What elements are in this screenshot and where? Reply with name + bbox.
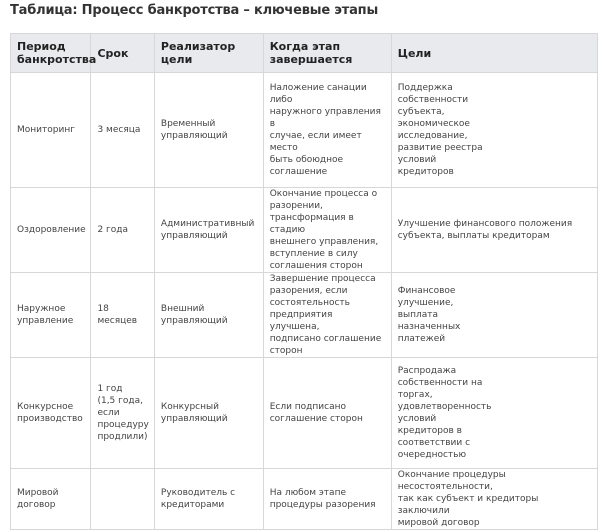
table-row [11, 273, 598, 358]
cell-term: 1 год (1,5 года, если процедуру продлили) [91, 358, 154, 469]
table-row [11, 469, 598, 530]
header-period: Период банкротства [11, 34, 91, 73]
cell-term: 3 месяца [91, 73, 154, 188]
cell-period: Наружное управление [11, 273, 91, 358]
header-ends: Когда этап завершается [263, 34, 391, 73]
bankruptcy-stages-table [10, 33, 598, 530]
cell-ends: Наложение санации либо наружного управления в случае, если имеет место быть обоюдное соглашение [263, 73, 391, 188]
table-row [11, 358, 598, 469]
cell-period: Мировой договор [11, 469, 91, 530]
page-title: Таблица: Процесс банкротства – ключевые этапы [10, 3, 379, 18]
cell-period: Мониторинг [11, 73, 91, 188]
header-implementer: Реализатор цели [154, 34, 263, 73]
table-header-row [11, 34, 598, 73]
cell-implementer: Конкурсный управляющий [154, 358, 263, 469]
cell-period: Конкурсное производство [11, 358, 91, 469]
cell-ends: Завершение процесса разорения, если состоятельность предприятия улучшена, подписано соглашение сторон [263, 273, 391, 358]
cell-goals: Распродажа собственности на торгах, удовлетворенность условий кредиторов в соответствии с очередностью [391, 358, 597, 469]
header-goals: Цели [391, 34, 597, 73]
cell-ends: На любом этапе процедуры разорения [263, 469, 391, 530]
cell-implementer: Внешний управляющий [154, 273, 263, 358]
table-row [11, 73, 598, 188]
cell-period: Оздоровление [11, 188, 91, 273]
cell-goals: Поддержка собственности субъекта, экономическое исследование, развитие реестра условий кредиторов [391, 73, 597, 188]
cell-ends: Если подписано соглашение сторон [263, 358, 391, 469]
cell-goals: Финансовое улучшение, выплата назначенных платежей [391, 273, 597, 358]
cell-implementer: Временный управляющий [154, 73, 263, 188]
cell-implementer: Административный управляющий [154, 188, 263, 273]
header-term: Срок [91, 34, 154, 73]
cell-ends: Окончание процесса о разорении, трансформация в стадию внешнего управления, вступление в силу соглашения сторон [263, 188, 391, 273]
cell-term: 18 месяцев [91, 273, 154, 358]
cell-implementer: Руководитель с кредиторами [154, 469, 263, 530]
cell-goals: Улучшение финансового положения субъекта, выплаты кредиторам [391, 188, 597, 273]
cell-goals: Окончание процедуры несостоятельности, так как субъект и кредиторы заключили мировой договор [391, 469, 597, 530]
table-row [11, 188, 598, 273]
cell-term: 2 года [91, 188, 154, 273]
cell-term [91, 469, 154, 530]
